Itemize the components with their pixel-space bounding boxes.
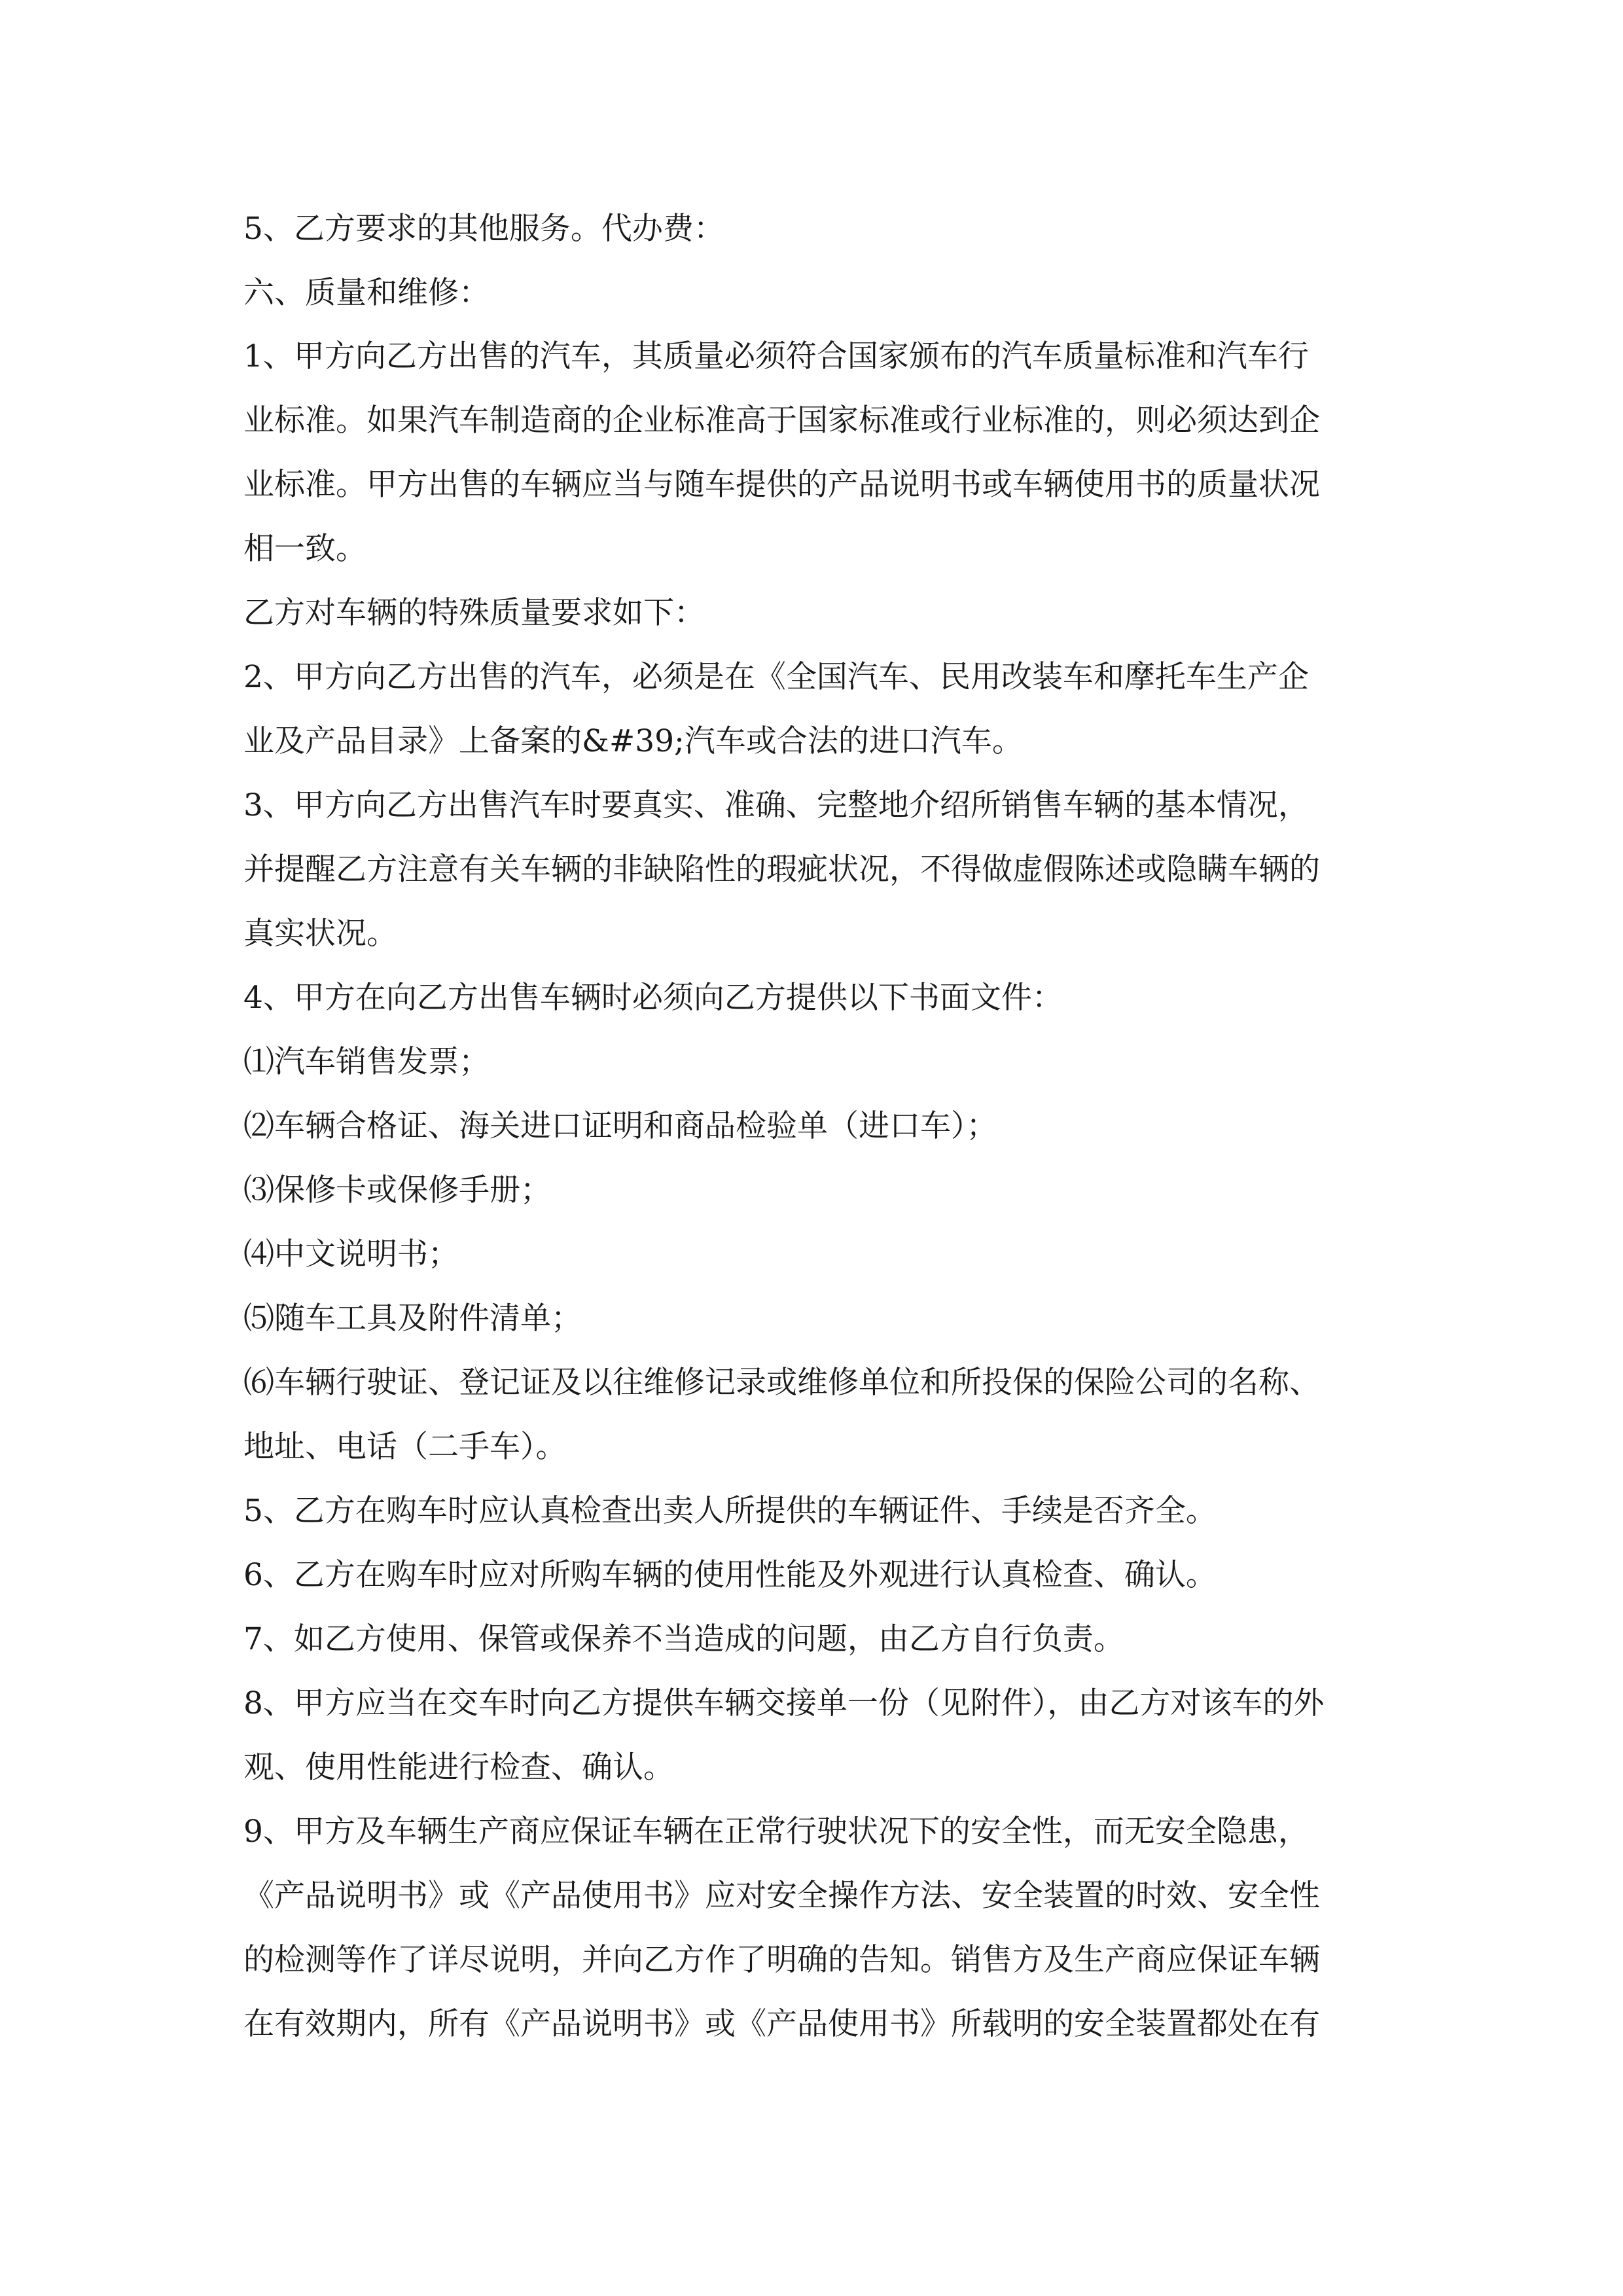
text-line: 乙方对车辆的特殊质量要求如下：	[243, 595, 705, 631]
text-line: 业标准。如果汽车制造商的企业标准高于国家标准或行业标准的，则必须达到企	[243, 403, 1320, 439]
text-line: ⑶保修卡或保修手册；	[243, 1172, 551, 1208]
text-line: 观、使用性能进行检查、确认。	[243, 1749, 674, 1785]
text-line: 《产品说明书》或《产品使用书》应对安全操作方法、安全装置的时效、安全性	[243, 1878, 1320, 1914]
text-line: 4、甲方在向乙方出售车辆时必须向乙方提供以下书面文件：	[243, 980, 1063, 1016]
text-line: 的检测等作了详尽说明，并向乙方作了明确的告知。销售方及生产商应保证车辆	[243, 1942, 1320, 1978]
text-line: 2、甲方向乙方出售的汽车，必须是在《全国汽车、民用改装车和摩托车生产企	[243, 659, 1309, 695]
text-line: 9、甲方及车辆生产商应保证车辆在正常行驶状况下的安全性，而无安全隐患，	[243, 1814, 1309, 1850]
text-line: 相一致。	[243, 531, 366, 567]
text-line: 地址、电话（二手车）。	[243, 1429, 567, 1465]
text-line: ⑵车辆合格证、海关进口证明和商品检验单（进口车）；	[243, 1108, 997, 1144]
text-line: 3、甲方向乙方出售汽车时要真实、准确、完整地介绍所销售车辆的基本情况，	[243, 787, 1309, 823]
text-line: 在有效期内，所有《产品说明书》或《产品使用书》所载明的安全装置都处在有	[243, 2006, 1320, 2042]
text-line: ⑷中文说明书；	[243, 1236, 459, 1272]
text-line: 业标准。甲方出售的车辆应当与随车提供的产品说明书或车辆使用书的质量状况	[243, 467, 1320, 503]
text-line: 1、甲方向乙方出售的汽车，其质量必须符合国家颁布的汽车质量标准和汽车行	[243, 338, 1309, 374]
text-line: ⑹车辆行驶证、登记证及以往维修记录或维修单位和所投保的保险公司的名称、	[243, 1365, 1320, 1401]
text-line: 5、乙方要求的其他服务。代办费：	[243, 211, 724, 247]
text-line: ⑴汽车销售发票；	[243, 1044, 490, 1080]
text-line: 并提醒乙方注意有关车辆的非缺陷性的瑕疵状况，不得做虚假陈述或隐瞒车辆的	[243, 852, 1320, 888]
text-line: 真实状况。	[243, 916, 397, 952]
text-line: 业及产品目录》上备案的&#39;汽车或合法的进口汽车。	[243, 723, 1023, 759]
text-line: 5、乙方在购车时应认真检查出卖人所提供的车辆证件、手续是否齐全。	[243, 1493, 1217, 1529]
text-line: 六、质量和维修：	[243, 275, 490, 311]
text-line: ⑸随车工具及附件清单；	[243, 1300, 582, 1336]
text-line: 7、如乙方使用、保管或保养不当造成的问题，由乙方自行负责。	[243, 1621, 1124, 1657]
text-line: 8、甲方应当在交车时向乙方提供车辆交接单一份（见附件），由乙方对该车的外	[243, 1685, 1325, 1721]
text-line: 6、乙方在购车时应对所购车辆的使用性能及外观进行认真检查、确认。	[243, 1557, 1217, 1593]
